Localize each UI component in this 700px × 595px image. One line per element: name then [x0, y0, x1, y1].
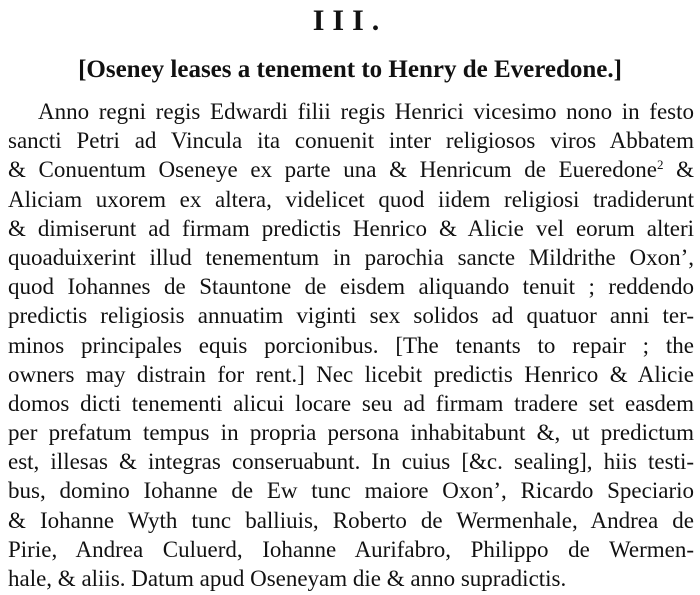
text-line: Aliciam uxorem ex altera, videlicet quod iidem religiosi tradiderunt — [8, 186, 694, 212]
text-line: hale, & aliis. Datum apud Oseneyam die & anno supradictis. — [8, 566, 567, 591]
text-line: Anno regni regis Edwardi filii regis Henrici vicesimo nono in festo — [38, 99, 694, 124]
text-line: domos dicti tenementi alicui locare seu ad firmam tradere set easdem — [8, 390, 694, 416]
text-line — [8, 155, 694, 184]
text-line: owners may distrain for rent.] Nec licebit predictis Henrico & Alicie — [8, 361, 694, 387]
text-line-content: & Conuentum Oseneye ex parte una & Henricum de Eueredone — [8, 157, 657, 183]
text-line-tail: & — [663, 157, 694, 183]
charter-text — [8, 97, 694, 593]
text-line: quod Iohannes de Stauntone de eisdem aliquando tenuit ; reddendo — [8, 274, 694, 300]
text-line: quoaduixerint illud tenementum in parochia sancte Mildrithe Oxon’, — [8, 244, 694, 270]
text-line: & dimiserunt ad firmam predictis Henrico & Alicie vel eorum alteri — [8, 215, 694, 241]
text-line: sancti Petri ad Vincula ita conuenit inter religiosos viros Abbatem — [8, 128, 694, 154]
text-line: minos principales equis porcionibus. [The tenants to repair ; the — [8, 332, 694, 358]
text-line: predictis religiosis annuatim viginti sex solidos ad quatuor anni ter- — [8, 303, 694, 329]
text-line: bus, domino Iohanne de Ew tunc maiore Oxon’, Ricardo Speciario — [8, 478, 694, 504]
text-line: per prefatum tempus in propria persona inhabitabunt &, ut predictum — [8, 420, 694, 446]
text-line: est, illesas & integras conseruabunt. In cuius [&c. sealing], hiis testi- — [8, 449, 694, 475]
section-heading: [Oseney leases a tenement to Henry de Everedone.] — [78, 56, 622, 83]
text-line: Pirie, Andrea Culuerd, Iohanne Aurifabro, Philippo de Wermen- — [8, 536, 694, 562]
text-line: & Iohanne Wyth tunc balliuis, Roberto de Wermenhale, Andrea de — [8, 507, 694, 533]
footnote-marker: 2 — [656, 157, 664, 173]
section-numeral: III. — [312, 4, 388, 37]
